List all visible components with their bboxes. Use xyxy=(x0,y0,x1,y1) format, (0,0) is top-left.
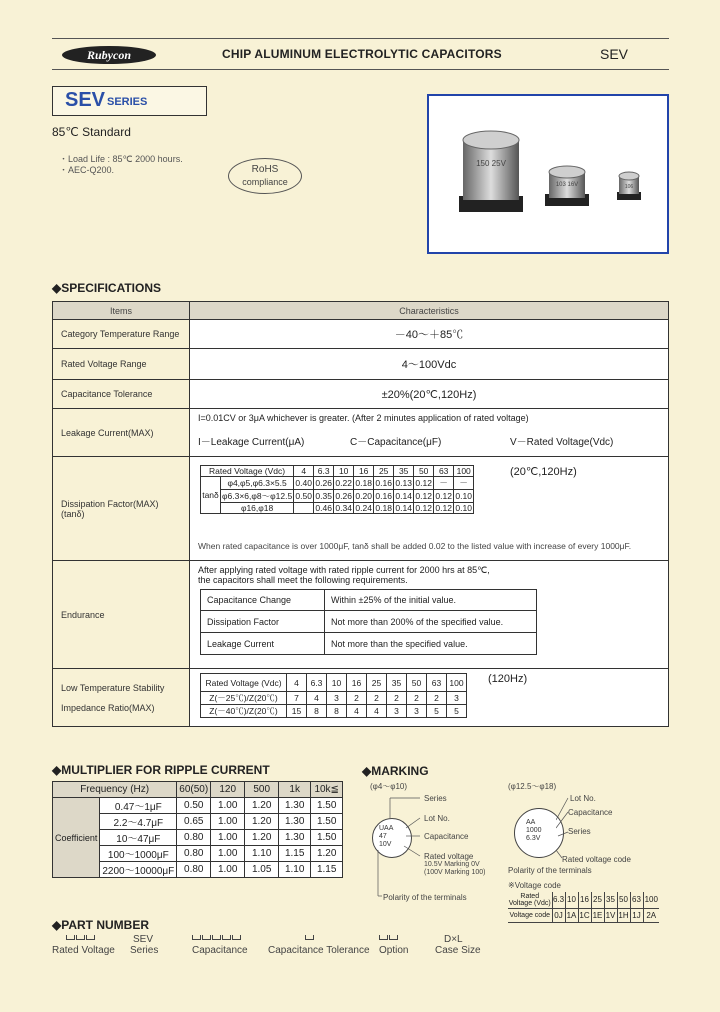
standard-label: 85℃ Standard xyxy=(52,125,131,139)
lowtemp-value: 8 xyxy=(327,705,347,718)
rubycon-logo: Rubycon xyxy=(62,46,156,64)
part-number-heading: ◆PART NUMBER xyxy=(52,918,150,932)
marking-small-range: (φ4～φ10) xyxy=(370,782,408,791)
series-word: SERIES xyxy=(107,96,148,108)
pn-label-series: Series xyxy=(130,945,159,956)
lowtemp-value: 2 xyxy=(407,692,427,705)
endurance-cell xyxy=(190,561,669,669)
label-rated-voltage: Rated voltage xyxy=(424,852,474,861)
vcode-title: ※Voltage code xyxy=(508,881,561,890)
df-value: 0.50 xyxy=(295,491,312,501)
label-polarity-large: Polarity of the terminals xyxy=(508,866,592,875)
lowtemp-head-v: 25 xyxy=(367,674,387,692)
endurance-value: Within ±25% of the initial value. xyxy=(325,590,537,611)
cap-small-top xyxy=(619,172,639,180)
df-value: － xyxy=(434,477,454,490)
mult-value: 1.20 xyxy=(245,830,279,846)
mult-value: 1.50 xyxy=(311,830,343,846)
marking-large-range: (φ12.5～φ18) xyxy=(508,782,557,791)
df-condition: (20℃,120Hz) xyxy=(510,466,577,478)
endurance-key: Leakage Current xyxy=(201,633,325,655)
df-label-2: (tanδ) xyxy=(61,508,85,519)
lowtemp-head-v: 16 xyxy=(347,674,367,692)
lowtemp-value: 4 xyxy=(367,705,387,718)
pn-series-code: SEV xyxy=(133,934,154,945)
lowtemp-value: 4 xyxy=(347,705,367,718)
df-value: 0.26 xyxy=(335,491,352,501)
df-value: 0.10 xyxy=(455,491,472,501)
vcode-volt: 10 xyxy=(565,892,578,908)
mult-range: 2200～10000μF xyxy=(100,862,177,878)
series-code: SEV xyxy=(65,89,106,111)
lowtemp-ratio: Z(－40℃)/Z(20℃) xyxy=(201,705,287,718)
mult-value: 0.80 xyxy=(177,830,211,846)
df-head-v: 16 xyxy=(354,466,374,477)
df-tan-label: tanδ xyxy=(201,477,221,514)
lowtemp-value: 3 xyxy=(327,692,347,705)
leakage-label: Leakage Current(MAX) xyxy=(53,409,190,457)
lowtemp-head-v: 6.3 xyxy=(307,674,327,692)
feature-load-life: ・Load Life : 85℃ 2000 hours. xyxy=(59,154,183,164)
cap-large-top xyxy=(463,131,519,149)
cap-medium-top xyxy=(549,166,585,178)
df-head-rv: Rated Voltage (Vdc) xyxy=(201,466,294,477)
endurance-key: Capacitance Change xyxy=(201,590,325,611)
pn-rv-boxes xyxy=(66,932,96,942)
mult-value: 1.00 xyxy=(211,846,245,862)
specifications-table xyxy=(52,301,669,727)
vcode-rv-label: Rated Voltage (Vdc) xyxy=(508,892,551,907)
lowtemp-head-v: 100 xyxy=(447,674,467,692)
df-label-1: Dissipation Factor(MAX) xyxy=(61,498,159,509)
cap-small-mark: 106 xyxy=(624,184,634,190)
pn-label-case-size: Case Size xyxy=(435,945,481,956)
capacitor-illustration xyxy=(429,96,667,252)
leakage-i: I－Leakage Current(μA) xyxy=(198,437,305,448)
df-value: 0.16 xyxy=(375,491,392,501)
df-value: 0.34 xyxy=(335,503,352,513)
df-value: 0.26 xyxy=(315,478,332,488)
df-value: 0.40 xyxy=(295,478,312,488)
df-value: 0.16 xyxy=(375,478,392,488)
cap-large-mark: 150 25V xyxy=(476,159,506,168)
rohs-line2: compliance xyxy=(242,177,288,187)
df-label xyxy=(53,457,190,561)
cap-tol-label: Capacitance Tolerance xyxy=(53,380,190,409)
df-head-v: 6.3 xyxy=(314,466,334,477)
label-capacitance-large: Capacitance xyxy=(568,808,613,817)
df-value: 0.20 xyxy=(355,491,372,501)
lowtemp-cell xyxy=(190,669,669,727)
lowtemp-value: 5 xyxy=(427,705,447,718)
vcode-volt: 35 xyxy=(604,892,617,908)
vcode-volt: 6.3 xyxy=(552,892,565,908)
lowtemp-value: 2 xyxy=(367,692,387,705)
vcode-code: 1E xyxy=(591,908,604,922)
df-cell xyxy=(190,457,669,561)
pn-option-boxes xyxy=(379,932,399,942)
pn-label-tolerance: Capacitance Tolerance xyxy=(268,945,370,956)
mult-value: 1.05 xyxy=(245,862,279,878)
lowtemp-value: 3 xyxy=(387,705,407,718)
df-size: φ16,φ18 xyxy=(221,503,294,514)
col-items: Items xyxy=(53,302,190,320)
df-value: 0.10 xyxy=(455,503,472,513)
freq-header: 500 xyxy=(245,782,279,798)
mult-value: 1.00 xyxy=(211,798,245,814)
mult-value: 1.00 xyxy=(211,814,245,830)
df-size: φ6.3×6,φ8～φ12.5 xyxy=(222,491,293,501)
df-head-v: 63 xyxy=(434,466,454,477)
lowtemp-head-v: 35 xyxy=(387,674,407,692)
vcode-volt: 63 xyxy=(630,892,643,908)
df-value: － xyxy=(454,477,474,490)
label-lot-no: Lot No. xyxy=(424,814,450,823)
freq-header: 60(50) xyxy=(177,782,211,798)
df-value: 0.46 xyxy=(315,503,332,513)
pn-label-capacitance: Capacitance xyxy=(192,945,248,956)
page-title: CHIP ALUMINUM ELECTROLYTIC CAPACITORS xyxy=(222,47,502,61)
lowtemp-head-v: 4 xyxy=(287,674,307,692)
label-rv-code: Rated voltage code xyxy=(562,855,631,864)
mult-value: 1.20 xyxy=(245,814,279,830)
endurance-value: Not more than 200% of the specified value. xyxy=(325,611,537,633)
mult-value: 1.10 xyxy=(245,846,279,862)
mult-value: 0.65 xyxy=(177,814,211,830)
mult-range: 0.47～1μF xyxy=(100,798,177,814)
marking-large-text: AA 1000 6.3V xyxy=(526,819,542,842)
col-characteristics: Characteristics xyxy=(190,302,669,320)
lowtemp-value: 2 xyxy=(387,692,407,705)
mult-range: 100～1000μF xyxy=(100,846,177,862)
vcode-volt: 100 xyxy=(643,892,659,908)
pn-label-rated-voltage: Rated Voltage xyxy=(52,945,115,956)
label-rv-note2: (100V Marking 100) xyxy=(424,869,486,876)
freq-header: 120 xyxy=(211,782,245,798)
vcode-volt: 25 xyxy=(591,892,604,908)
df-value: 0.12 xyxy=(415,478,432,488)
df-value: 0.12 xyxy=(435,503,452,513)
label-capacitance: Capacitance xyxy=(424,832,469,841)
label-series: Series xyxy=(424,794,447,803)
endurance-table xyxy=(200,589,537,655)
series-code-header: SEV xyxy=(600,46,629,62)
mult-range: 10～47μF xyxy=(100,830,177,846)
marking-small-leaders xyxy=(370,790,510,910)
vcode-code: 2A xyxy=(643,908,659,922)
lowtemp-label xyxy=(53,669,190,727)
df-head-v: 10 xyxy=(334,466,354,477)
pn-label-option: Option xyxy=(379,945,409,956)
mult-value: 1.15 xyxy=(279,846,311,862)
voltage-value: 4～100Vdc xyxy=(190,349,669,380)
df-value: 0.14 xyxy=(395,491,412,501)
mult-value: 1.50 xyxy=(311,798,343,814)
df-head-v: 50 xyxy=(414,466,434,477)
product-photo xyxy=(427,94,669,254)
mult-value: 0.50 xyxy=(177,798,211,814)
endurance-key: Dissipation Factor xyxy=(201,611,325,633)
mult-value: 1.20 xyxy=(311,846,343,862)
df-head-v: 4 xyxy=(294,466,314,477)
df-value: 0.18 xyxy=(375,503,392,513)
lowtemp-label-2: Impedance Ratio(MAX) xyxy=(61,702,155,713)
coef-label: Coefficient xyxy=(53,798,100,878)
mult-value: 1.15 xyxy=(311,862,343,878)
pn-case-code: D×L xyxy=(444,934,463,945)
lowtemp-head-rv: Rated Voltage (Vdc) xyxy=(201,674,287,692)
df-head-v: 25 xyxy=(374,466,394,477)
df-value: 0.14 xyxy=(395,503,412,513)
cap-medium-mark: 103 16V xyxy=(555,182,579,188)
vcode-code: 1C xyxy=(578,908,591,922)
lowtemp-label-1: Low Temperature Stability xyxy=(61,682,165,693)
leakage-c: C－Capacitance(μF) xyxy=(350,437,442,448)
multiplier-heading: ◆MULTIPLIER FOR RIPPLE CURRENT xyxy=(52,763,270,777)
df-head-v: 100 xyxy=(454,466,474,477)
vcode-code: 0J xyxy=(552,908,565,922)
vcode-code: 1H xyxy=(617,908,630,922)
series-box xyxy=(52,86,207,116)
voltage-code-table xyxy=(508,892,659,923)
mult-value: 1.30 xyxy=(279,814,311,830)
label-polarity-small: Polarity of the terminals xyxy=(383,893,467,902)
mult-value: 1.20 xyxy=(245,798,279,814)
rohs-line1: RoHS xyxy=(251,164,279,175)
endurance-line1: After applying rated voltage with rated ripple current for 2000 hrs at 85℃, xyxy=(198,565,490,575)
vcode-code: 1A xyxy=(565,908,578,922)
freq-header: 1k xyxy=(279,782,311,798)
label-series-large: Series xyxy=(568,827,591,836)
vcode-code: 1J xyxy=(630,908,643,922)
mult-value: 1.00 xyxy=(211,830,245,846)
freq-header: 10k≦ xyxy=(311,782,343,798)
lowtemp-head-v: 10 xyxy=(327,674,347,692)
label-rv-note1: 10.5V Marking 0V xyxy=(424,861,480,868)
leakage-formula: I=0.01CV or 3μA whichever is greater. (After 2 minutes application of rated voltage) xyxy=(198,413,529,423)
mult-value: 1.50 xyxy=(311,814,343,830)
voltage-label: Rated Voltage Range xyxy=(53,349,190,380)
marking-heading: ◆MARKING xyxy=(362,764,429,778)
endurance-label: Endurance xyxy=(53,561,190,669)
vcode-code: 1V xyxy=(604,908,617,922)
mult-value: 1.00 xyxy=(211,862,245,878)
df-value: 0.12 xyxy=(415,491,432,501)
label-lot-no-large: Lot No. xyxy=(570,794,596,803)
leakage-cell xyxy=(190,409,669,457)
df-value: 0.18 xyxy=(355,478,372,488)
df-size: φ4,φ5,φ6.3×5.5 xyxy=(221,477,294,490)
mult-value: 1.30 xyxy=(279,830,311,846)
df-table xyxy=(200,465,474,514)
lowtemp-head-v: 63 xyxy=(427,674,447,692)
lowtemp-value: 2 xyxy=(347,692,367,705)
lowtemp-value: 4 xyxy=(307,692,327,705)
lowtemp-ratio: Z(－25℃)/Z(20℃) xyxy=(201,692,287,705)
mult-value: 1.30 xyxy=(279,798,311,814)
df-note: When rated capacitance is over 1000μF, tanδ shall be added 0.02 to the listed value with increase of every 1000μF. xyxy=(198,541,632,551)
df-value xyxy=(294,503,314,514)
mult-value: 1.10 xyxy=(279,862,311,878)
df-value: 0.12 xyxy=(415,503,432,513)
vcode-volt: 50 xyxy=(617,892,630,908)
df-head-v: 35 xyxy=(394,466,414,477)
lowtemp-head-v: 50 xyxy=(407,674,427,692)
lowtemp-value: 3 xyxy=(447,692,467,705)
endurance-value: Not more than the specified value. xyxy=(325,633,537,655)
df-value: 0.12 xyxy=(435,491,452,501)
endurance-line2: the capacitors shall meet the following requirements. xyxy=(198,575,408,585)
rohs-badge xyxy=(228,158,302,194)
temp-label: Category Temperature Range xyxy=(53,320,190,349)
mult-value: 0.80 xyxy=(177,862,211,878)
temp-value: －40～＋85℃ xyxy=(190,320,669,349)
feature-aec: ・AEC-Q200. xyxy=(59,165,115,175)
leakage-v: V－Rated Voltage(Vdc) xyxy=(510,437,614,448)
df-value: 0.24 xyxy=(355,503,372,513)
pn-cap-boxes xyxy=(192,932,242,942)
df-value: 0.22 xyxy=(335,478,352,488)
lowtemp-value: 2 xyxy=(427,692,447,705)
vcode-volt: 16 xyxy=(578,892,591,908)
lowtemp-table xyxy=(200,673,467,718)
mult-value: 0.80 xyxy=(177,846,211,862)
cap-tol-value: ±20%(20℃,120Hz) xyxy=(190,380,669,409)
freq-label: Frequency (Hz) xyxy=(53,782,177,798)
lowtemp-value: 5 xyxy=(447,705,467,718)
lowtemp-value: 7 xyxy=(287,692,307,705)
df-value: 0.13 xyxy=(395,478,412,488)
multiplier-table xyxy=(52,781,343,878)
lowtemp-value: 3 xyxy=(407,705,427,718)
mult-range: 2.2～4.7μF xyxy=(100,814,177,830)
lowtemp-value: 8 xyxy=(307,705,327,718)
lowtemp-condition: (120Hz) xyxy=(488,673,528,685)
vcode-code-label: Voltage code xyxy=(508,908,552,922)
pn-tol-box xyxy=(305,932,315,942)
marking-small-text: UAA 47 10V xyxy=(379,825,394,848)
df-value: 0.35 xyxy=(315,491,332,501)
lowtemp-value: 15 xyxy=(287,705,307,718)
specifications-heading: ◆SPECIFICATIONS xyxy=(52,281,162,295)
